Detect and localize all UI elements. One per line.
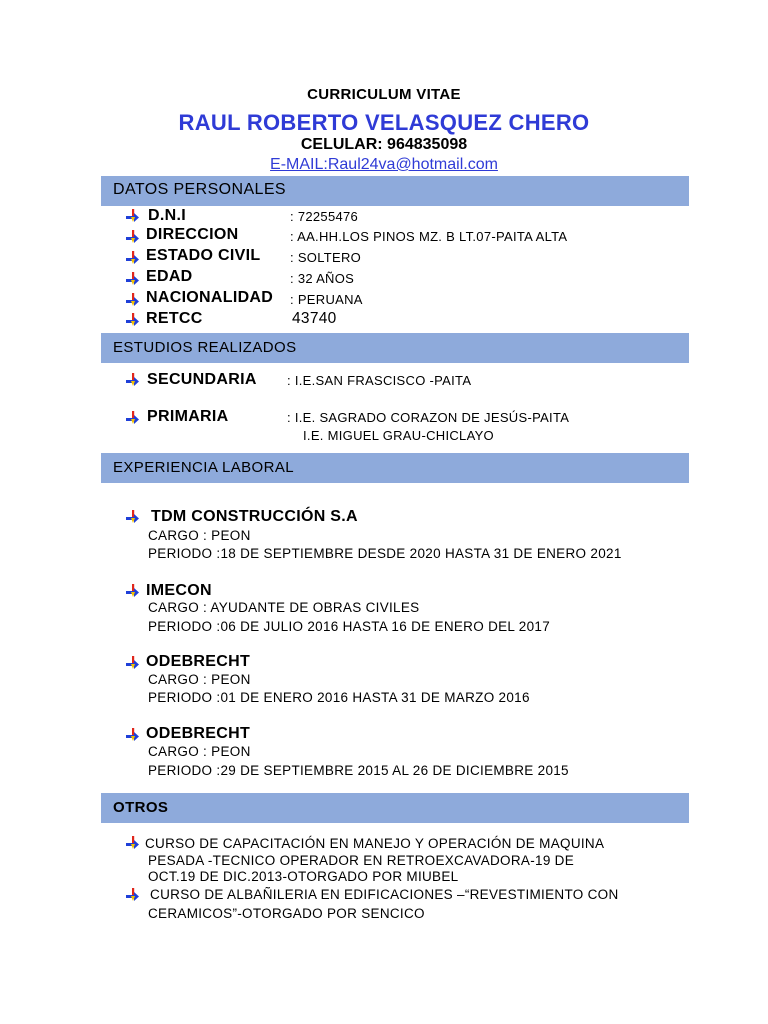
personal-label-estado-civil: ESTADO CIVIL xyxy=(146,247,261,264)
job-cargo: CARGO : PEON xyxy=(148,744,251,759)
phone-number: CELULAR: 964835098 xyxy=(300,136,468,153)
bullet-arrow-icon xyxy=(126,836,140,850)
bullet-arrow-icon xyxy=(126,656,140,670)
section-header-estudios xyxy=(101,333,689,363)
email-link[interactable]: E-MAIL:Raul24va@hotmail.com xyxy=(270,156,498,173)
candidate-name: RAUL ROBERTO VELASQUEZ CHERO xyxy=(178,110,590,135)
job-company: ODEBRECHT xyxy=(146,725,251,742)
bullet-arrow-icon xyxy=(126,373,140,387)
bullet-arrow-icon xyxy=(126,272,140,286)
job-periodo: PERIODO :18 DE SEPTIEMBRE DESDE 2020 HASTA 31 DE ENERO 2021 xyxy=(148,546,622,561)
bullet-arrow-icon xyxy=(126,209,140,223)
job-periodo: PERIODO :01 DE ENERO 2016 HASTA 31 DE MARZO 2016 xyxy=(148,690,530,705)
personal-value-nacionalidad: : PERUANA xyxy=(290,292,363,307)
section-title-otros: OTROS xyxy=(113,799,169,816)
personal-label-direccion: DIRECCION xyxy=(146,226,239,243)
other-course-line: CERAMICOS”-OTORGADO POR SENCICO xyxy=(148,906,425,921)
bullet-arrow-icon xyxy=(126,510,140,524)
job-company: ODEBRECHT xyxy=(146,653,251,670)
other-course-line: PESADA -TECNICO OPERADOR EN RETROEXCAVADORA-19 DE xyxy=(148,853,575,868)
bullet-arrow-icon xyxy=(126,411,140,425)
bullet-arrow-icon xyxy=(126,230,140,244)
personal-value-direccion: : AA.HH.LOS PINOS MZ. B LT.07-PAITA ALTA xyxy=(290,229,568,244)
section-header-otros xyxy=(101,793,689,823)
job-cargo: CARGO : PEON xyxy=(148,672,251,687)
job-periodo: PERIODO :29 DE SEPTIEMBRE 2015 AL 26 DE DICIEMBRE 2015 xyxy=(148,763,569,778)
section-header-experiencia xyxy=(101,453,689,483)
study-label-secundaria: SECUNDARIA xyxy=(147,371,257,388)
section-title-datos: DATOS PERSONALES xyxy=(113,181,286,198)
personal-label-edad: EDAD xyxy=(146,268,193,285)
bullet-arrow-icon xyxy=(126,313,140,327)
study-label-primaria: PRIMARIA xyxy=(147,408,229,425)
job-company: TDM CONSTRUCCIÓN S.A xyxy=(151,508,358,525)
personal-value-edad: : 32 AÑOS xyxy=(290,271,355,286)
job-company: IMECON xyxy=(146,582,212,599)
other-course-line: OCT.19 DE DIC.2013-OTORGADO POR MIUBEL xyxy=(148,869,459,884)
job-periodo: PERIODO :06 DE JULIO 2016 HASTA 16 DE ENERO DEL 2017 xyxy=(148,619,551,634)
personal-value-estado-civil: : SOLTERO xyxy=(290,250,362,265)
job-cargo: CARGO : AYUDANTE DE OBRAS CIVILES xyxy=(148,600,420,615)
section-title-estudios: ESTUDIOS REALIZADOS xyxy=(113,339,297,356)
other-course-line: CURSO DE ALBAÑILERIA EN EDIFICACIONES –“REVESTIMIENTO CON xyxy=(146,887,619,902)
bullet-arrow-icon xyxy=(126,728,140,742)
bullet-arrow-icon xyxy=(126,888,140,902)
study-value-primaria-extra: I.E. MIGUEL GRAU-CHICLAYO xyxy=(303,428,494,443)
section-title-experiencia: EXPERIENCIA LABORAL xyxy=(113,459,295,476)
job-cargo: CARGO : PEON xyxy=(148,528,251,543)
study-value-primaria: : I.E. SAGRADO CORAZON DE JESÚS-PAITA xyxy=(287,410,570,425)
document-title: CURRICULUM VITAE xyxy=(307,86,461,103)
bullet-arrow-icon xyxy=(126,584,140,598)
personal-label-dni: D.N.I xyxy=(148,207,186,224)
bullet-arrow-icon xyxy=(126,293,140,307)
personal-label-retcc: RETCC xyxy=(146,310,203,327)
bullet-arrow-icon xyxy=(126,251,140,265)
personal-value-retcc: 43740 xyxy=(292,310,337,327)
section-header-datos xyxy=(101,176,689,206)
personal-label-nacionalidad: NACIONALIDAD xyxy=(146,289,274,306)
other-course-line: CURSO DE CAPACITACIÓN EN MANEJO Y OPERACIÓN DE MAQUINA xyxy=(145,836,605,851)
study-value-secundaria: : I.E.SAN FRASCISCO -PAITA xyxy=(287,373,472,388)
personal-value-dni: : 72255476 xyxy=(290,209,359,224)
